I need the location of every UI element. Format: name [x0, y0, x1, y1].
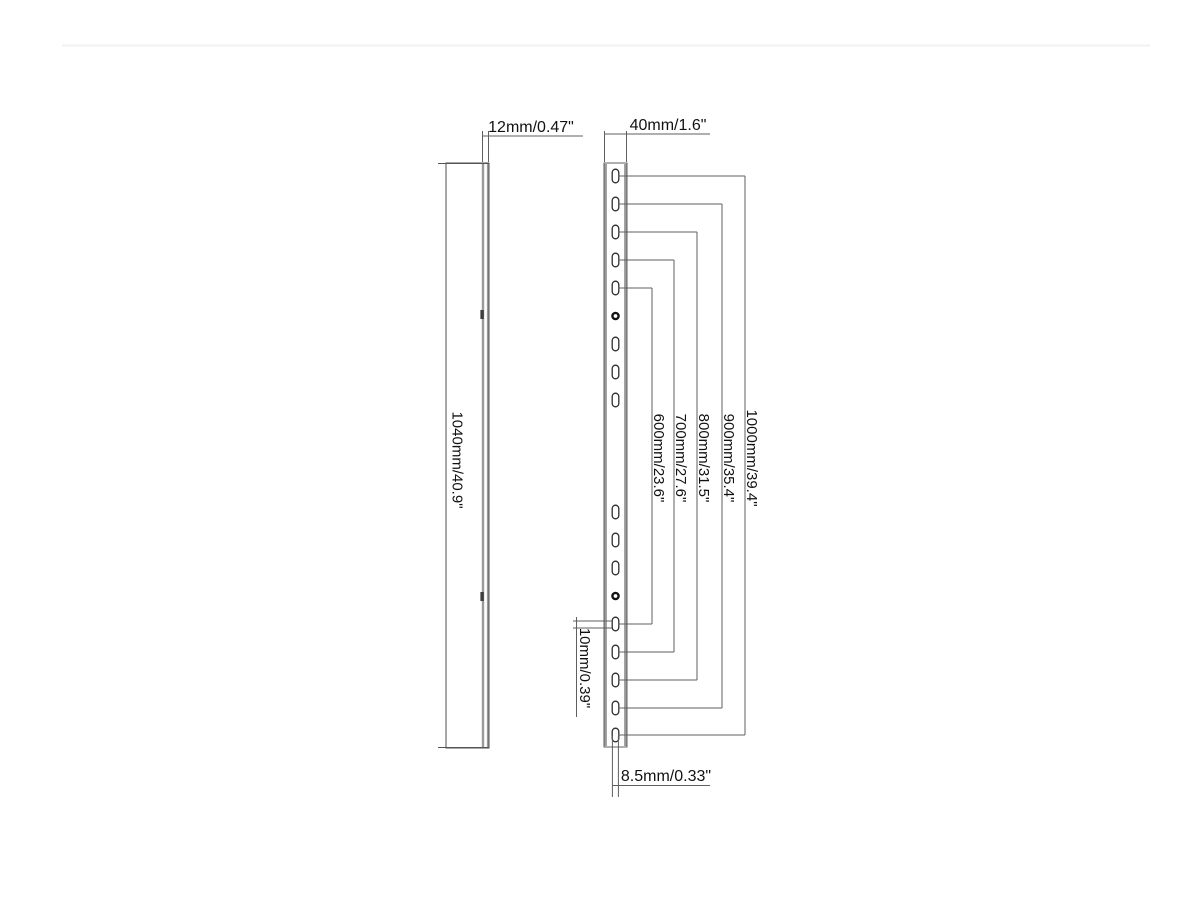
side-view-hole-notch-bottom	[480, 592, 483, 601]
side-view	[438, 119, 583, 748]
slot-hole	[612, 673, 619, 687]
slot-width-label: 8.5mm/0.33"	[620, 768, 712, 785]
slot-hole	[612, 225, 619, 239]
slot-hole	[612, 617, 619, 631]
span-label: 800mm/31.5"	[695, 413, 712, 503]
slot-hole	[612, 645, 619, 659]
round-hole	[612, 593, 618, 599]
slot-hole	[612, 169, 619, 183]
slot-hole	[612, 337, 619, 351]
span-label: 1000mm/39.4"	[743, 409, 760, 507]
slot-hole	[612, 728, 619, 742]
slot-hole	[612, 365, 619, 379]
front-view	[573, 117, 760, 797]
slot-hole	[612, 197, 619, 211]
side-view-height-label: 1040mm/40.9"	[448, 411, 466, 509]
side-view-hole-notch-top	[480, 310, 483, 319]
span-label: 900mm/35.4"	[720, 413, 737, 503]
slot-hole	[612, 393, 619, 407]
slot-hole	[612, 281, 619, 295]
slot-hole	[612, 533, 619, 547]
side-view-thickness-dimension	[483, 119, 584, 162]
side-view-thickness-label: 12mm/0.47"	[488, 119, 574, 136]
span-dimensions	[619, 176, 761, 735]
slot-hole	[612, 253, 619, 267]
slot-hole	[612, 561, 619, 575]
slot-hole	[612, 505, 619, 519]
span-label: 600mm/23.6"	[650, 413, 667, 503]
slot-length-label: 10mm/0.39"	[576, 627, 593, 709]
front-view-width-dimension	[605, 117, 711, 162]
span-label: 700mm/27.6"	[672, 413, 689, 503]
slot-hole	[612, 701, 619, 715]
round-hole	[612, 313, 618, 319]
front-view-width-label: 40mm/1.6"	[629, 117, 707, 134]
